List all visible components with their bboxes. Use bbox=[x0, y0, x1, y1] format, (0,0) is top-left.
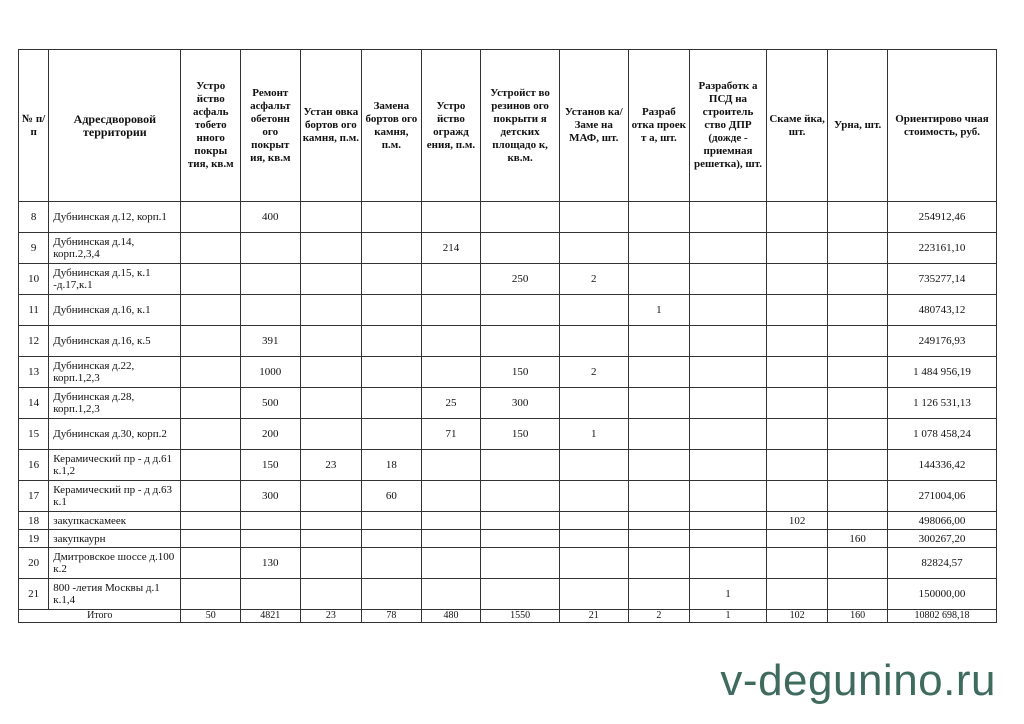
header-curb-install: Устан овка бортов ого камня, п.м. bbox=[300, 50, 362, 202]
cell-cost: 480743,12 bbox=[887, 295, 996, 326]
header-num: № п/п bbox=[19, 50, 49, 202]
cell-asphalt-repair: 391 bbox=[241, 326, 301, 357]
cell-rubber bbox=[481, 295, 560, 326]
cell-psd bbox=[690, 233, 767, 264]
cell-fence bbox=[421, 512, 481, 530]
cell-bench bbox=[766, 295, 828, 326]
cell-asphalt bbox=[181, 357, 241, 388]
header-urn: Урна, шт. bbox=[828, 50, 888, 202]
table-row bbox=[19, 450, 997, 481]
table-row bbox=[19, 548, 997, 579]
cell-bench bbox=[766, 579, 828, 610]
cell-curb-install bbox=[300, 419, 362, 450]
site-watermark: v-degunino.ru bbox=[720, 656, 996, 705]
cell-curb-install bbox=[300, 233, 362, 264]
cell-project bbox=[628, 530, 690, 548]
cell-asphalt-repair: 150 bbox=[241, 450, 301, 481]
cell-project bbox=[628, 548, 690, 579]
cell-maf bbox=[559, 295, 628, 326]
total-urn: 160 bbox=[828, 610, 888, 623]
cell-rubber: 150 bbox=[481, 419, 560, 450]
cell-maf: 2 bbox=[559, 264, 628, 295]
cell-project bbox=[628, 579, 690, 610]
cell-rubber bbox=[481, 202, 560, 233]
cell-psd bbox=[690, 548, 767, 579]
header-rubber: Устройст во резинов ого покрыти я детских площадо к, кв.м. bbox=[481, 50, 560, 202]
cell-asphalt bbox=[181, 450, 241, 481]
cell-rubber bbox=[481, 530, 560, 548]
cell-address: Керамический пр - д д.61 к.1,2 bbox=[49, 450, 181, 481]
cell-project bbox=[628, 450, 690, 481]
cell-bench: 102 bbox=[766, 512, 828, 530]
table-row bbox=[19, 481, 997, 512]
cell-asphalt-repair: 130 bbox=[241, 548, 301, 579]
cell-bench bbox=[766, 419, 828, 450]
cell-bench bbox=[766, 530, 828, 548]
cell-psd bbox=[690, 357, 767, 388]
total-asphalt: 50 bbox=[181, 610, 241, 623]
cell-curb-replace bbox=[362, 388, 422, 419]
cell-curb-replace: 18 bbox=[362, 450, 422, 481]
header-bench: Скаме йка, шт. bbox=[766, 50, 828, 202]
cell-num: 10 bbox=[19, 264, 49, 295]
cell-urn bbox=[828, 357, 888, 388]
total-psd: 1 bbox=[690, 610, 767, 623]
cell-project bbox=[628, 202, 690, 233]
cell-maf bbox=[559, 450, 628, 481]
cell-asphalt-repair bbox=[241, 264, 301, 295]
cell-cost: 735277,14 bbox=[887, 264, 996, 295]
cell-rubber: 300 bbox=[481, 388, 560, 419]
table-row bbox=[19, 264, 997, 295]
cell-fence bbox=[421, 548, 481, 579]
total-maf: 21 bbox=[559, 610, 628, 623]
cell-asphalt-repair bbox=[241, 579, 301, 610]
cell-curb-install: 23 bbox=[300, 450, 362, 481]
cell-curb-replace bbox=[362, 530, 422, 548]
cell-rubber: 250 bbox=[481, 264, 560, 295]
cell-bench bbox=[766, 388, 828, 419]
cell-asphalt-repair bbox=[241, 512, 301, 530]
cell-curb-install bbox=[300, 357, 362, 388]
total-curb-replace: 78 bbox=[362, 610, 422, 623]
cell-maf bbox=[559, 530, 628, 548]
cell-asphalt-repair bbox=[241, 233, 301, 264]
cell-bench bbox=[766, 233, 828, 264]
cell-num: 13 bbox=[19, 357, 49, 388]
table-row bbox=[19, 233, 997, 264]
cell-urn bbox=[828, 295, 888, 326]
cell-maf bbox=[559, 579, 628, 610]
cell-cost: 254912,46 bbox=[887, 202, 996, 233]
cell-curb-install bbox=[300, 388, 362, 419]
cell-asphalt-repair: 1000 bbox=[241, 357, 301, 388]
header-asphalt: Устро йство асфаль тобето нного покры тия, кв.м bbox=[181, 50, 241, 202]
cell-asphalt bbox=[181, 419, 241, 450]
cell-maf: 2 bbox=[559, 357, 628, 388]
cell-rubber bbox=[481, 450, 560, 481]
cell-fence: 214 bbox=[421, 233, 481, 264]
table-row bbox=[19, 326, 997, 357]
total-cost: 10802 698,18 bbox=[887, 610, 996, 623]
cell-maf bbox=[559, 202, 628, 233]
cell-curb-replace bbox=[362, 579, 422, 610]
cell-rubber bbox=[481, 481, 560, 512]
cell-cost: 150000,00 bbox=[887, 579, 996, 610]
cell-urn: 160 bbox=[828, 530, 888, 548]
cell-asphalt-repair: 500 bbox=[241, 388, 301, 419]
table-row bbox=[19, 295, 997, 326]
table-row bbox=[19, 579, 997, 610]
cell-num: 20 bbox=[19, 548, 49, 579]
cell-urn bbox=[828, 450, 888, 481]
cell-cost: 249176,93 bbox=[887, 326, 996, 357]
cell-num: 19 bbox=[19, 530, 49, 548]
cell-num: 12 bbox=[19, 326, 49, 357]
header-cost: Ориентирово чная стоимость, руб. bbox=[887, 50, 996, 202]
cell-cost: 498066,00 bbox=[887, 512, 996, 530]
cell-address: 800 -летия Москвы д.1 к.1,4 bbox=[49, 579, 181, 610]
cell-curb-install bbox=[300, 512, 362, 530]
cell-curb-replace: 60 bbox=[362, 481, 422, 512]
cell-num: 15 bbox=[19, 419, 49, 450]
cell-address: Дубнинская д.15, к.1 -д.17,к.1 bbox=[49, 264, 181, 295]
cell-maf bbox=[559, 548, 628, 579]
cell-asphalt-repair bbox=[241, 530, 301, 548]
cell-psd bbox=[690, 481, 767, 512]
cell-urn bbox=[828, 388, 888, 419]
cell-curb-install bbox=[300, 579, 362, 610]
cell-fence bbox=[421, 450, 481, 481]
cell-address: Дубнинская д.12, корп.1 bbox=[49, 202, 181, 233]
table-row bbox=[19, 357, 997, 388]
cell-cost: 1 484 956,19 bbox=[887, 357, 996, 388]
total-asphalt-repair: 4821 bbox=[241, 610, 301, 623]
cell-urn bbox=[828, 326, 888, 357]
cell-project: 1 bbox=[628, 295, 690, 326]
cell-cost: 1 078 458,24 bbox=[887, 419, 996, 450]
cell-cost: 1 126 531,13 bbox=[887, 388, 996, 419]
cell-project bbox=[628, 357, 690, 388]
cell-cost: 300267,20 bbox=[887, 530, 996, 548]
cell-rubber bbox=[481, 326, 560, 357]
cell-asphalt bbox=[181, 530, 241, 548]
cell-rubber bbox=[481, 233, 560, 264]
cell-curb-replace bbox=[362, 548, 422, 579]
cell-bench bbox=[766, 202, 828, 233]
total-label: Итого bbox=[19, 610, 181, 623]
total-fence: 480 bbox=[421, 610, 481, 623]
cell-asphalt bbox=[181, 264, 241, 295]
cell-curb-install bbox=[300, 295, 362, 326]
cell-urn bbox=[828, 548, 888, 579]
cell-curb-install bbox=[300, 264, 362, 295]
cell-num: 17 bbox=[19, 481, 49, 512]
table-row bbox=[19, 419, 997, 450]
cell-num: 8 bbox=[19, 202, 49, 233]
cell-asphalt bbox=[181, 233, 241, 264]
cell-urn bbox=[828, 233, 888, 264]
table-row bbox=[19, 512, 997, 530]
cell-rubber: 150 bbox=[481, 357, 560, 388]
cell-asphalt bbox=[181, 512, 241, 530]
cell-curb-install bbox=[300, 548, 362, 579]
cell-address: Дубнинская д.16, к.1 bbox=[49, 295, 181, 326]
cell-num: 16 bbox=[19, 450, 49, 481]
total-curb-install: 23 bbox=[300, 610, 362, 623]
cell-maf bbox=[559, 388, 628, 419]
cell-psd bbox=[690, 512, 767, 530]
cell-curb-replace bbox=[362, 233, 422, 264]
cell-urn bbox=[828, 481, 888, 512]
cell-asphalt bbox=[181, 202, 241, 233]
cell-bench bbox=[766, 326, 828, 357]
total-project: 2 bbox=[628, 610, 690, 623]
cell-urn bbox=[828, 264, 888, 295]
cell-bench bbox=[766, 357, 828, 388]
header-row bbox=[19, 50, 997, 202]
cell-curb-replace bbox=[362, 419, 422, 450]
cell-address: Дубнинская д.28, корп.1,2,3 bbox=[49, 388, 181, 419]
cell-num: 18 bbox=[19, 512, 49, 530]
cell-psd bbox=[690, 264, 767, 295]
cell-curb-replace bbox=[362, 295, 422, 326]
cell-rubber bbox=[481, 512, 560, 530]
cell-curb-replace bbox=[362, 202, 422, 233]
cell-project bbox=[628, 264, 690, 295]
cell-fence bbox=[421, 579, 481, 610]
total-rubber: 1550 bbox=[481, 610, 560, 623]
cell-num: 14 bbox=[19, 388, 49, 419]
cell-psd bbox=[690, 530, 767, 548]
cell-fence: 25 bbox=[421, 388, 481, 419]
cell-project bbox=[628, 419, 690, 450]
cell-urn bbox=[828, 579, 888, 610]
cell-project bbox=[628, 481, 690, 512]
cell-cost: 82824,57 bbox=[887, 548, 996, 579]
cell-num: 21 bbox=[19, 579, 49, 610]
cell-cost: 271004,06 bbox=[887, 481, 996, 512]
cell-maf: 1 bbox=[559, 419, 628, 450]
cell-psd bbox=[690, 326, 767, 357]
cell-maf bbox=[559, 326, 628, 357]
cell-address: Дубнинская д.14, корп.2,3,4 bbox=[49, 233, 181, 264]
cell-address: закупкаурн bbox=[49, 530, 181, 548]
cell-cost: 223161,10 bbox=[887, 233, 996, 264]
cell-fence bbox=[421, 264, 481, 295]
header-asphalt-repair: Ремонт асфальт обетонн ого покрыт ия, кв.м bbox=[241, 50, 301, 202]
cell-address: Керамический пр - д д.63 к.1 bbox=[49, 481, 181, 512]
cell-asphalt-repair: 200 bbox=[241, 419, 301, 450]
cell-rubber bbox=[481, 579, 560, 610]
cell-psd bbox=[690, 450, 767, 481]
works-table bbox=[18, 49, 997, 623]
cell-fence bbox=[421, 202, 481, 233]
cell-num: 9 bbox=[19, 233, 49, 264]
cell-curb-replace bbox=[362, 512, 422, 530]
cell-curb-replace bbox=[362, 357, 422, 388]
cell-curb-install bbox=[300, 481, 362, 512]
cell-maf bbox=[559, 481, 628, 512]
cell-address: Дмитровское шоссе д.100 к.2 bbox=[49, 548, 181, 579]
header-psd: Разработк а ПСД на строитель ство ДПР (дожде - приемная решетка), шт. bbox=[690, 50, 767, 202]
cell-project bbox=[628, 326, 690, 357]
total-row bbox=[19, 610, 997, 623]
cell-asphalt bbox=[181, 481, 241, 512]
header-maf: Установ ка/Заме на МАФ, шт. bbox=[559, 50, 628, 202]
cell-urn bbox=[828, 419, 888, 450]
cell-asphalt bbox=[181, 548, 241, 579]
cell-curb-install bbox=[300, 530, 362, 548]
cell-curb-replace bbox=[362, 326, 422, 357]
cell-asphalt bbox=[181, 326, 241, 357]
cell-psd: 1 bbox=[690, 579, 767, 610]
cell-asphalt bbox=[181, 388, 241, 419]
header-fence: Устро йство огражд ения, п.м. bbox=[421, 50, 481, 202]
cell-urn bbox=[828, 202, 888, 233]
cell-fence: 71 bbox=[421, 419, 481, 450]
cell-fence bbox=[421, 481, 481, 512]
header-curb-replace: Замена бортов ого камня, п.м. bbox=[362, 50, 422, 202]
cell-psd bbox=[690, 295, 767, 326]
cell-fence bbox=[421, 326, 481, 357]
cell-curb-replace bbox=[362, 264, 422, 295]
cell-curb-install bbox=[300, 202, 362, 233]
header-address: Адресдворовой территории bbox=[49, 50, 181, 202]
cell-asphalt-repair: 400 bbox=[241, 202, 301, 233]
cell-address: Дубнинская д.30, корп.2 bbox=[49, 419, 181, 450]
cell-address: Дубнинская д.22, корп.1,2,3 bbox=[49, 357, 181, 388]
header-project: Разраб отка проек т а, шт. bbox=[628, 50, 690, 202]
table-row bbox=[19, 530, 997, 548]
cell-curb-install bbox=[300, 326, 362, 357]
cell-project bbox=[628, 233, 690, 264]
total-bench: 102 bbox=[766, 610, 828, 623]
cell-num: 11 bbox=[19, 295, 49, 326]
cell-asphalt bbox=[181, 579, 241, 610]
cell-bench bbox=[766, 481, 828, 512]
cell-fence bbox=[421, 530, 481, 548]
table-row bbox=[19, 388, 997, 419]
cell-project bbox=[628, 388, 690, 419]
cell-maf bbox=[559, 233, 628, 264]
cell-asphalt-repair bbox=[241, 295, 301, 326]
cell-address: закупкаскамеек bbox=[49, 512, 181, 530]
cell-urn bbox=[828, 512, 888, 530]
cell-bench bbox=[766, 450, 828, 481]
cell-bench bbox=[766, 548, 828, 579]
cell-bench bbox=[766, 264, 828, 295]
cell-asphalt-repair: 300 bbox=[241, 481, 301, 512]
cell-maf bbox=[559, 512, 628, 530]
cell-address: Дубнинская д.16, к.5 bbox=[49, 326, 181, 357]
cell-psd bbox=[690, 202, 767, 233]
cell-psd bbox=[690, 419, 767, 450]
cell-fence bbox=[421, 295, 481, 326]
cell-cost: 144336,42 bbox=[887, 450, 996, 481]
cell-fence bbox=[421, 357, 481, 388]
cell-asphalt bbox=[181, 295, 241, 326]
cell-psd bbox=[690, 388, 767, 419]
table-row bbox=[19, 202, 997, 233]
cell-rubber bbox=[481, 548, 560, 579]
cell-project bbox=[628, 512, 690, 530]
